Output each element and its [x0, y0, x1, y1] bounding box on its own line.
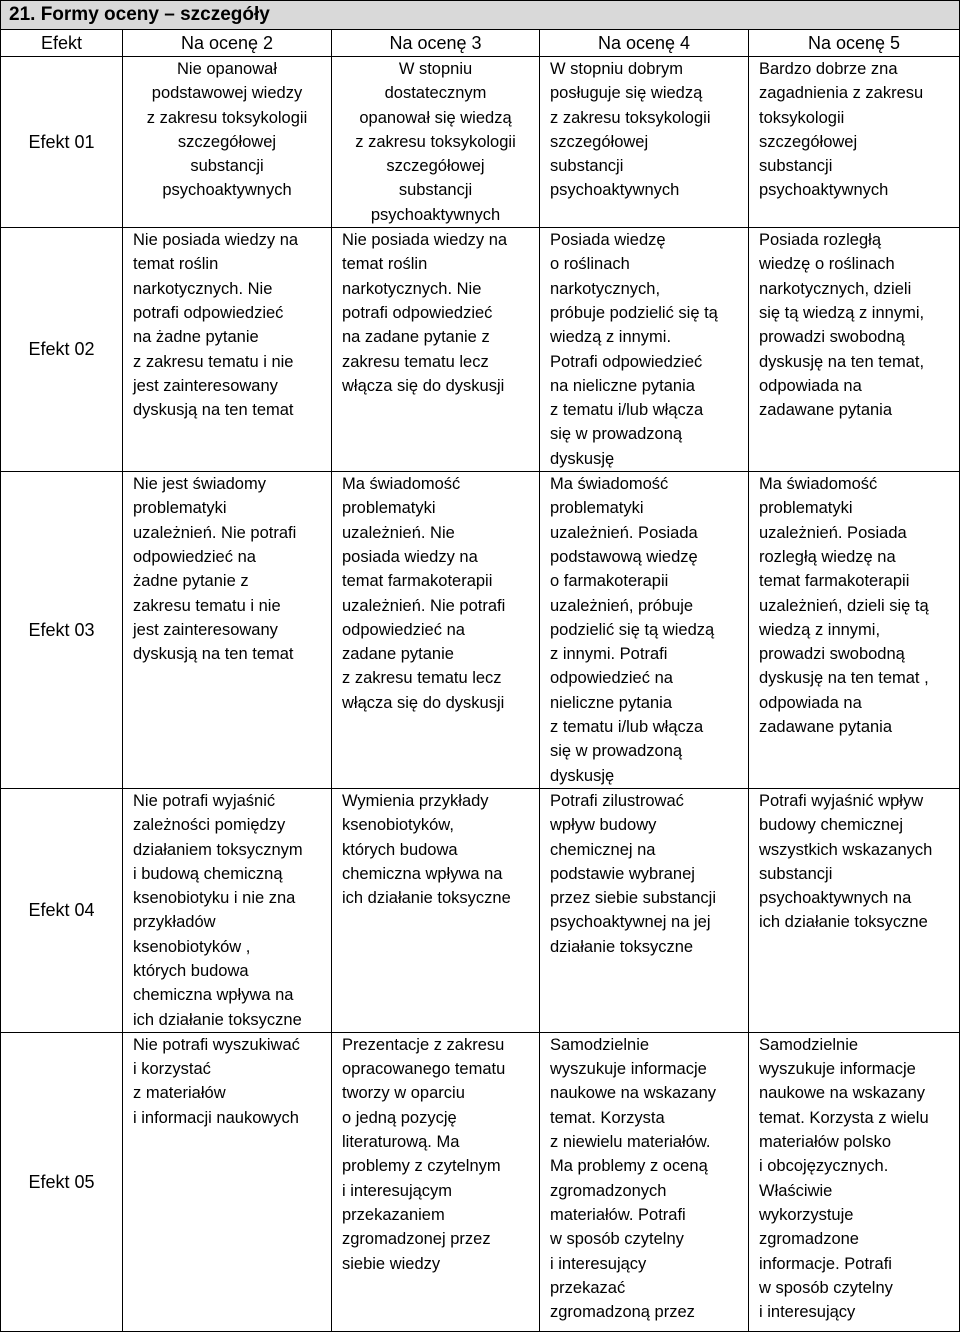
- cell-text-line: szczegółowej: [177, 132, 277, 151]
- cell-text-line: szczegółowej: [386, 157, 485, 176]
- cell-text-line: dyskusją na ten temat: [133, 401, 294, 420]
- cell-text-line: o jedną pozycję: [342, 1108, 457, 1127]
- cell-text-line: problemy z czytelnym: [342, 1157, 501, 1176]
- cell-text-line: Ma świadomość: [342, 475, 461, 494]
- cell-text-line: narkotycznych,: [550, 279, 661, 298]
- cell-text-line: podzielić się tą wiedzą: [550, 620, 715, 639]
- cell-text-line: Posiada wiedzę: [550, 231, 666, 250]
- cell-text-line: psychoaktywnych: [550, 181, 680, 200]
- cell-text-line: prowadzi swobodną: [759, 645, 905, 664]
- cell-text-line: posiada wiedzy na: [342, 547, 478, 566]
- cell-text-line: i korzystać: [133, 1060, 211, 1079]
- cell-text-line: toksykologii: [759, 108, 845, 127]
- grade-5-cell: [749, 788, 960, 1032]
- cell-text-line: Ma świadomość: [759, 475, 878, 494]
- table-title: 21. Formy oceny – szczegóły: [1, 1, 960, 30]
- cell-text-line: działaniem toksycznym: [133, 840, 303, 859]
- cell-text-line: podstawowej wiedzy: [151, 84, 303, 103]
- cell-text-line: wykorzystuje: [759, 1205, 854, 1224]
- grade-5-cell: [749, 1032, 960, 1331]
- cell-text-line: psychoaktywnej na jej: [550, 913, 711, 932]
- cell-text-line: W stopniu: [398, 60, 473, 78]
- cell-text-line: wyszukuje informacje: [550, 1060, 707, 1079]
- cell-text-line: w sposób czytelny: [759, 1278, 893, 1297]
- cell-text-line: zgromadzone: [759, 1230, 859, 1249]
- cell-text-line: dyskusję: [550, 449, 615, 468]
- efekt-label: Efekt 05: [1, 1032, 123, 1331]
- cell-text-line: przekazaniem: [342, 1205, 445, 1224]
- cell-text-line: substancji: [759, 157, 833, 176]
- cell-text-line: psychoaktywnych: [759, 181, 889, 200]
- table-row: [1, 57, 960, 228]
- cell-text-line: Nie posiada wiedzy na: [342, 231, 508, 250]
- efekt-label: Efekt 03: [1, 472, 123, 789]
- grade-4-cell: [540, 1032, 749, 1331]
- cell-text-line: uzależnień. Posiada: [550, 523, 698, 542]
- cell-text-line: psychoaktywnych: [162, 181, 292, 200]
- cell-text-line: uzależnień, próbuje: [550, 596, 694, 615]
- cell-text-line: wyszukuje informacje: [759, 1060, 916, 1079]
- grade-4-cell: [540, 228, 749, 472]
- header-grade-3: Na ocenę 3: [332, 30, 540, 57]
- cell-text-line: szczegółowej: [550, 132, 649, 151]
- cell-text-line: zgromadzonej przez: [342, 1230, 491, 1249]
- cell-text-line: substancji: [759, 864, 833, 883]
- cell-text-line: temat roślin: [342, 255, 428, 274]
- efekt-label: Efekt 01: [1, 57, 123, 228]
- cell-text-line: w sposób czytelny: [550, 1230, 684, 1249]
- cell-text-line: prowadzi swobodną: [759, 328, 905, 347]
- cell-text-line: z materiałów: [133, 1084, 226, 1103]
- cell-text-line: problematyki: [550, 499, 644, 518]
- table-row: [1, 1032, 960, 1331]
- cell-text-line: odpowiedzieć na: [133, 547, 256, 566]
- cell-text-line: których budowa: [342, 840, 458, 859]
- cell-text-line: Prezentacje z zakresu: [342, 1035, 505, 1054]
- grade-2-cell: [123, 788, 332, 1032]
- cell-text-line: próbuje podzielić się tą: [550, 303, 718, 322]
- cell-text-line: narkotycznych, dzieli: [759, 279, 912, 298]
- grade-5-cell: [749, 57, 960, 228]
- cell-text-line: odpowiedzieć na: [550, 669, 673, 688]
- cell-text-line: Nie opanował: [177, 60, 277, 78]
- cell-text-line: uzależnień. Posiada: [759, 523, 907, 542]
- cell-text-line: zagadnienia z zakresu: [759, 84, 924, 103]
- header-grade-5: Na ocenę 5: [749, 30, 960, 57]
- cell-text-line: problematyki: [133, 499, 227, 518]
- cell-text-line: Ma problemy z oceną: [550, 1157, 708, 1176]
- cell-text-line: chemiczna wpływa na: [342, 864, 503, 883]
- cell-text-line: informacje. Potrafi: [759, 1254, 892, 1273]
- grade-4-cell: [540, 788, 749, 1032]
- cell-text-line: wszystkich wskazanych: [759, 840, 933, 859]
- grade-3-cell: [332, 788, 540, 1032]
- header-efekt: Efekt: [1, 30, 123, 57]
- header-grade-4: Na ocenę 4: [540, 30, 749, 57]
- cell-text-line: literaturową. Ma: [342, 1133, 460, 1152]
- cell-text-line: ksenobiotyków,: [342, 816, 454, 835]
- cell-text-line: Właściwie: [759, 1181, 833, 1200]
- cell-text-line: wiedzę o roślinach: [759, 255, 895, 274]
- cell-text-line: Potrafi odpowiedzieć: [550, 352, 703, 371]
- cell-text-line: zgromadzoną przez: [550, 1303, 695, 1322]
- cell-text-line: z tematu i/lub włącza: [550, 401, 704, 420]
- cell-text-line: substancji: [398, 181, 473, 200]
- header-row: [1, 30, 960, 57]
- cell-text-line: Nie potrafi wyjaśnić: [133, 791, 276, 810]
- table-row: [1, 788, 960, 1032]
- table-row: [1, 228, 960, 472]
- cell-text-line: naukowe na wskazany: [550, 1084, 717, 1103]
- grade-2-cell: [123, 228, 332, 472]
- cell-text-line: żadne pytanie z: [133, 572, 249, 591]
- grade-3-cell: [332, 228, 540, 472]
- cell-text-line: tworzy w oparciu: [342, 1084, 465, 1103]
- cell-text-line: podstawową wiedzę: [550, 547, 698, 566]
- cell-text-line: jest zainteresowany: [133, 620, 278, 639]
- cell-text-line: i informacji naukowych: [133, 1108, 299, 1127]
- cell-text-line: Wymienia przykłady: [342, 791, 489, 810]
- cell-text-line: potrafi odpowiedzieć: [133, 303, 284, 322]
- cell-text-line: z zakresu toksykologii: [550, 108, 711, 127]
- cell-text-line: Potrafi wyjaśnić wpływ: [759, 791, 924, 810]
- cell-text-line: zgromadzonych: [550, 1181, 667, 1200]
- cell-text-line: ich działanie toksyczne: [133, 1010, 302, 1029]
- grade-5-cell: [749, 228, 960, 472]
- cell-text-line: uzależnień, dzieli się tą: [759, 596, 929, 615]
- cell-text-line: problematyki: [759, 499, 853, 518]
- cell-text-line: szczegółowej: [759, 132, 858, 151]
- cell-text-line: substancji: [550, 157, 624, 176]
- cell-text-line: się tą wiedzą z innymi,: [759, 303, 925, 322]
- cell-text-line: naukowe na wskazany: [759, 1084, 926, 1103]
- cell-text-line: nieliczne pytania: [550, 693, 672, 712]
- cell-text-line: zadawane pytania: [759, 718, 893, 737]
- cell-text-line: temat. Korzysta: [550, 1108, 665, 1127]
- cell-text-line: uzależnień. Nie potrafi: [133, 523, 297, 542]
- cell-text-line: się w prowadzoną: [550, 425, 683, 444]
- cell-text-line: opanował się wiedzą: [359, 108, 512, 127]
- grade-5-cell: [749, 472, 960, 789]
- cell-text-line: uzależnień. Nie potrafi: [342, 596, 506, 615]
- cell-text-line: dyskusję na ten temat ,: [759, 669, 929, 688]
- cell-text-line: i interesujący: [550, 1254, 647, 1273]
- cell-text-line: zakresu tematu lecz: [342, 352, 489, 371]
- cell-text-line: przekazać: [550, 1278, 626, 1297]
- cell-text-line: i interesującym: [342, 1181, 453, 1200]
- cell-text-line: włącza się do dyskusji: [342, 376, 505, 395]
- cell-text-line: z tematu i/lub włącza: [550, 718, 704, 737]
- cell-text-line: ksenobiotyków ,: [133, 937, 251, 956]
- cell-text-line: z niewielu materiałów.: [550, 1133, 711, 1152]
- cell-text-line: podstawie wybranej: [550, 864, 695, 883]
- cell-text-line: wiedzą z innymi,: [759, 620, 881, 639]
- cell-text-line: się w prowadzoną: [550, 742, 683, 761]
- cell-text-line: których budowa: [133, 961, 249, 980]
- cell-text-line: Nie posiada wiedzy na: [133, 231, 299, 250]
- cell-text-line: włącza się do dyskusji: [342, 693, 505, 712]
- grade-3-cell: [332, 57, 540, 228]
- cell-text-line: materiałów. Potrafi: [550, 1205, 686, 1224]
- cell-text-line: siebie wiedzy: [342, 1254, 441, 1273]
- cell-text-line: Ma świadomość: [550, 475, 669, 494]
- cell-text-line: temat. Korzysta z wielu: [759, 1108, 929, 1127]
- cell-text-line: na nieliczne pytania: [550, 376, 695, 395]
- cell-text-line: o roślinach: [550, 255, 630, 274]
- cell-text-line: temat roślin: [133, 255, 219, 274]
- cell-text-line: z zakresu tematu i nie: [133, 352, 294, 371]
- cell-text-line: ich działanie toksyczne: [759, 913, 928, 932]
- grade-4-cell: [540, 57, 749, 228]
- cell-text-line: z zakresu toksykologii: [355, 132, 516, 151]
- cell-text-line: odpowiada na: [759, 693, 862, 712]
- cell-text-line: z zakresu tematu lecz: [342, 669, 502, 688]
- cell-text-line: z zakresu toksykologii: [146, 108, 308, 127]
- cell-text-line: i budową chemiczną: [133, 864, 283, 883]
- cell-text-line: dostatecznym: [384, 84, 487, 103]
- cell-text-line: posługuje się wiedzą: [550, 84, 703, 103]
- cell-text-line: odpowiada na: [759, 376, 862, 395]
- cell-text-line: Samodzielnie: [550, 1035, 650, 1054]
- cell-text-line: chemiczna wpływa na: [133, 986, 294, 1005]
- cell-text-line: uzależnień. Nie: [342, 523, 455, 542]
- cell-text-line: działanie toksyczne: [550, 937, 694, 956]
- cell-text-line: problematyki: [342, 499, 436, 518]
- cell-text-line: Samodzielnie: [759, 1035, 859, 1054]
- cell-text-line: jest zainteresowany: [133, 376, 278, 395]
- efekt-label: Efekt 04: [1, 788, 123, 1032]
- cell-text-line: ksenobiotyku i nie zna: [133, 889, 296, 908]
- grade-2-cell: [123, 1032, 332, 1331]
- cell-text-line: Bardzo dobrze zna: [759, 60, 898, 78]
- cell-text-line: i interesujący: [759, 1303, 856, 1322]
- cell-text-line: rozległą wiedzę na: [759, 547, 896, 566]
- cell-text-line: narkotycznych. Nie: [133, 279, 273, 298]
- cell-text-line: odpowiedzieć na: [342, 620, 465, 639]
- cell-text-line: zakresu tematu i nie: [133, 596, 281, 615]
- cell-text-line: W stopniu dobrym: [550, 60, 683, 78]
- cell-text-line: materiałów polsko: [759, 1133, 892, 1152]
- header-grade-2: Na ocenę 2: [123, 30, 332, 57]
- cell-text-line: z innymi. Potrafi: [550, 645, 668, 664]
- cell-text-line: Nie jest świadomy: [133, 475, 266, 494]
- cell-text-line: dyskusję na ten temat,: [759, 352, 925, 371]
- cell-text-line: psychoaktywnych na: [759, 889, 912, 908]
- cell-text-line: potrafi odpowiedzieć: [342, 303, 493, 322]
- cell-text-line: na zadane pytanie z: [342, 328, 490, 347]
- efekt-label: Efekt 02: [1, 228, 123, 472]
- cell-text-line: wiedzą z innymi.: [550, 328, 672, 347]
- table-row: [1, 472, 960, 789]
- cell-text-line: zadane pytanie: [342, 645, 454, 664]
- cell-text-line: Posiada rozległą: [759, 231, 881, 250]
- cell-text-line: i obcojęzycznych.: [759, 1157, 889, 1176]
- cell-text-line: dyskusją na ten temat: [133, 645, 294, 664]
- cell-text-line: zależności pomiędzy: [133, 816, 286, 835]
- cell-text-line: psychoaktywnych: [370, 205, 501, 224]
- cell-text-line: na żadne pytanie: [133, 328, 259, 347]
- cell-text-line: temat farmakoterapii: [342, 572, 493, 591]
- cell-text-line: chemicznej na: [550, 840, 656, 859]
- cell-text-line: o farmakoterapii: [550, 572, 669, 591]
- cell-text-line: wpływ budowy: [550, 816, 657, 835]
- cell-text-line: zadawane pytania: [759, 401, 893, 420]
- cell-text-line: przykładów: [133, 913, 216, 932]
- cell-text-line: Nie potrafi wyszukiwać: [133, 1035, 300, 1054]
- cell-text-line: opracowanego tematu: [342, 1060, 506, 1079]
- grade-2-cell: [123, 472, 332, 789]
- cell-text-line: Potrafi zilustrować: [550, 791, 684, 810]
- cell-text-line: narkotycznych. Nie: [342, 279, 482, 298]
- grade-4-cell: [540, 472, 749, 789]
- cell-text-line: dyskusję: [550, 766, 615, 785]
- grade-2-cell: [123, 57, 332, 228]
- cell-text-line: substancji: [190, 157, 264, 176]
- cell-text-line: ich działanie toksyczne: [342, 889, 511, 908]
- grade-3-cell: [332, 472, 540, 789]
- grade-3-cell: [332, 1032, 540, 1331]
- cell-text-line: temat farmakoterapii: [759, 572, 910, 591]
- cell-text-line: budowy chemicznej: [759, 816, 903, 835]
- cell-text-line: przez siebie substancji: [550, 889, 716, 908]
